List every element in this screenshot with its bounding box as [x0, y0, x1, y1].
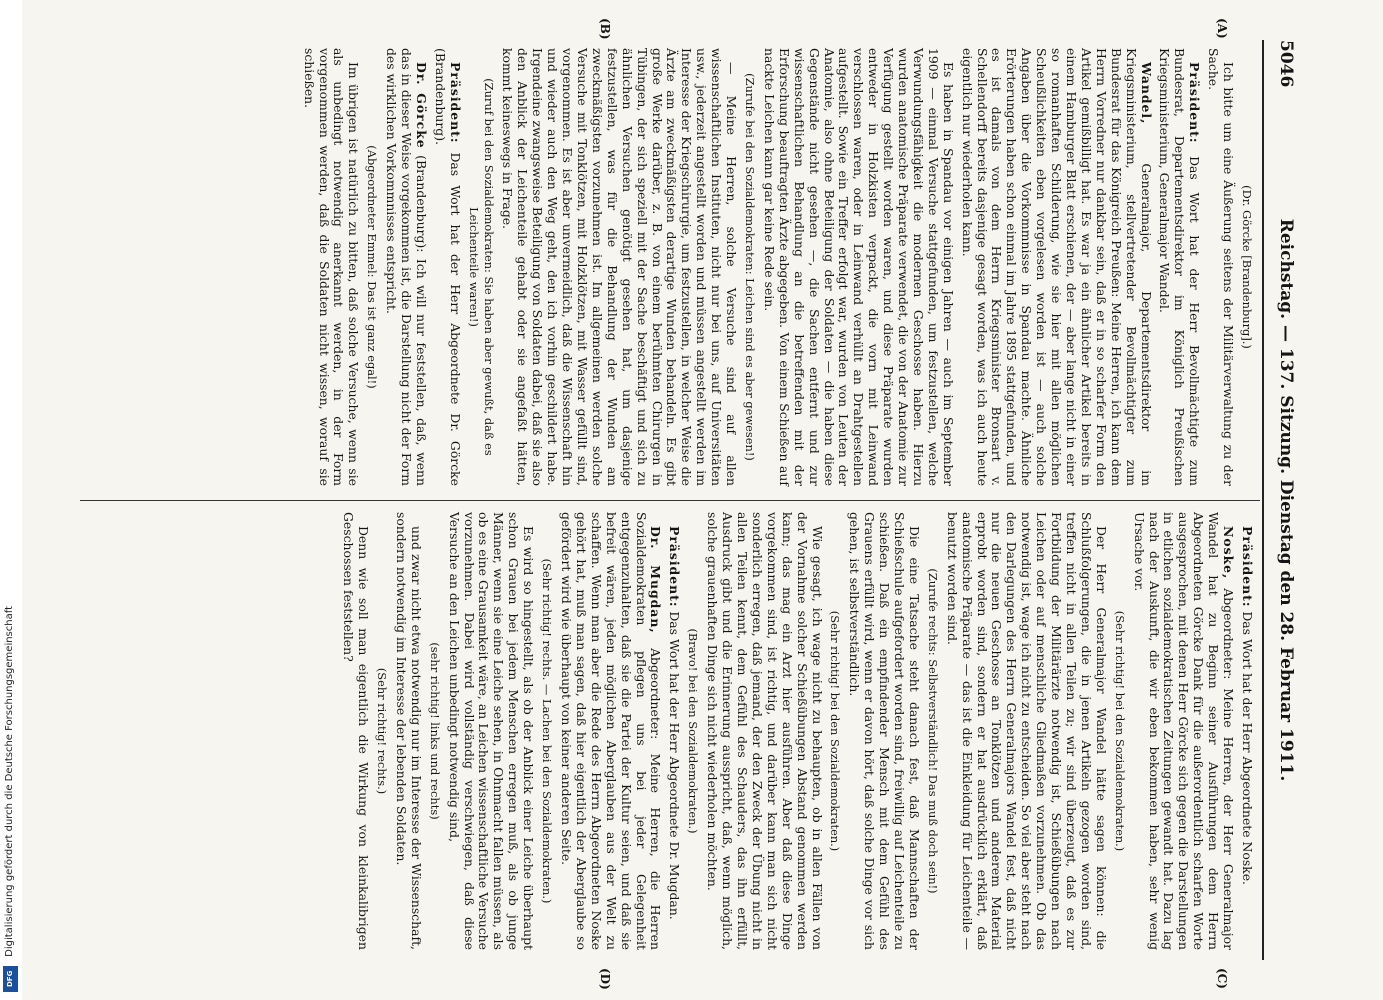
column-divider: [80, 500, 1260, 501]
header-divider: [1262, 40, 1264, 960]
interjection: (Dr. Görcke [Brandenburg].): [1240, 185, 1254, 349]
interjection: (Sehr richtig! bei den Sozialdemokraten.): [1112, 610, 1127, 852]
dfg-logo: DFG: [3, 966, 18, 992]
body-paragraph: Denn wie soll man eigentlich die Wirkung von kleinkalibrigen Geschossen feststellen?: [341, 512, 372, 950]
margin-mark-c: (C): [1215, 968, 1229, 989]
body-paragraph: Die eine Tatsache steht danach fest, daß Mannschaften der Schießschule aufgefordert worden sind, freiwillig auf Leichenteile zu schießen. Daß ein empfindender Mensch mit dem Gefühl des Grauens erfüllt wird, wenn er davon hört, daß solche Dinge vor sich gehen, ist selbstverständlich.: [847, 512, 922, 950]
body-paragraph: Der Herr Generalmajor Wandel hätte sagen können: die Schlußfolgerungen, die in jenen Artikeln gezogen worden sind, treffen nicht in allen Teilen zu; wir sind überzeugt, daß es zur Fortbildung der Militärärzte notwendig ist, Schießübungen nach Leichen oder auf menschliche Gliedmaßen vorzunehmen. Ob das notwendig ist, wage ich nicht zu entscheiden. So viel aber steht nach den Darlegungen des Herrn Generalmajors Wandel fest, daß nicht nur die neuen Geschosse an Tonklötzen und anderem Material erprobt worden sind, sondern er hat ausdrücklich erklärt, daß anatomische Präparate — das ist die Einkleidung für Leichenteile — benutzt worden sind.: [944, 512, 1109, 950]
interjection: (Zuruf bei den Sozialdemokraten: Sie haben aber gewußt, daß es Leichenteile waren!): [466, 78, 496, 456]
interjection: (Abgeordneter Emmel: Das ist ganz egal!): [365, 145, 380, 389]
speaker-name: Noske,: [1221, 526, 1237, 580]
body-paragraph: und zwar nicht etwa notwendig nur im Interesse der Wissenschaft, sondern notwendig im Interesse der lebenden Soldaten.: [393, 512, 424, 950]
speech-text: Das Wort hat der Herr Bevollmächtigte zum Bundesrat, Departementsdirektor im Königlich Preußischen Kriegsministerium, Generalmajor Wandel.: [1157, 48, 1203, 486]
body-paragraph: Es wird so hingestellt, als ob der Anblick einer Leiche überhaupt schon Grauen bei jedem Menschen erregen muß, als ob junge Männer, wenn sie eine Leiche sehen, in Ohnmacht fallen müssen, als ob es eine Grausamkeit wäre, an Leichen wissenschaftliche Versuche vorzunehmen. Dabei wird vollständig verschwiegen, daß diese Versuche an den Leichen unbedingt notwendig sind,: [446, 512, 537, 950]
body-paragraph: Ich bitte um eine Äußerung seitens der Militärverwaltung zu der Sache.: [1206, 48, 1237, 486]
speaker-name: Präsident:: [667, 526, 683, 608]
interjection: (Bravo! bei den Sozialdemokraten.): [686, 628, 701, 834]
speech-paragraph: [1157, 48, 1202, 486]
speech-paragraph: [383, 48, 428, 486]
page-number: 5046: [1276, 40, 1296, 88]
speech-text: Das Wort hat der Herr Abgeordnete Noske.: [1240, 607, 1255, 885]
interjection: (Sehr richtig! rechts. — Lachen bei den Sozialdemokraten.): [540, 558, 555, 904]
left-column: [297, 48, 1254, 486]
speech-text: (Brandenburg): Ich will nur feststellen, daß, wenn das in dieser Weise vorgekommen ist, die Darstellung nicht der Form des wirklichen Vorkommnisses entspricht.: [384, 48, 429, 486]
credit-strip: [0, 0, 22, 1000]
speech-paragraph: [1131, 512, 1235, 950]
speech-paragraph: [432, 48, 462, 486]
page-header: [1266, 40, 1296, 960]
interjection: (sehr richtig! links und rechts): [427, 642, 442, 820]
body-paragraph: — Meine Herren, solche Versuche sind auf allen wissenschaftlichen Instituten, nicht nur bei uns, auf Universitäten usw., jederzeit angestellt worden und müssen angestellt werden im Interesse der Kriegschirurgie, um festzustellen, in welcher Weise die Ärzte am zweckmäßigsten derartige Wunden behandeln. Es gibt große Werke darüber, z. B. von einem berühmten Chirurgen in Tübingen, der sich speziell mit der Sache beschäftigt und sich zu ähnlichen Versuchen genötigt gesehen hat, um dasjenige festzustellen, was für die Behandlung der Wunden am zweckmäßigsten vorzunehmen ist. Im allgemeinen werden solche Versuche mit Tonklötzen, mit Holzklötzen, mit Wasser gefüllt sind, vorgenommen. Es ist aber unvermeidlich, daß die Wissenschaft hin und wieder auch den Weg geht, den ich vorhin geschildert habe. Irgendeine zwangsweise Beteiligung von Soldaten dabei, daß sie also den Anblick der Leichenteile gehabt oder sie angefaßt hätten, kommt keineswegs in Frage.: [500, 48, 740, 486]
body-paragraph: Wie gesagt, ich wage nicht zu behaupten, ob in allen Fällen von der Vornahme solcher Schießübungen Abstand genommen werden kann; das mag ein Arzt hier ausführen. Aber daß diese Dinge vorgekommen sind, ist richtig, und darüber kann man sich nicht sonderlich erregen, daß jemand, der den Zweck der Übung nicht in allen Teilen kennt, dem Gefühl des Schauders, das ihn erfüllt, Ausdruck gibt und die Erinnerung ausspricht, daß, wenn möglich, solche grauenhaften Dinge sich nicht wiederholen möchten.: [705, 512, 825, 950]
speaker-name: Dr. Mugdan,: [648, 526, 664, 634]
speaker-name: Präsident:: [1187, 62, 1203, 144]
right-column: [336, 512, 1254, 950]
speaker-name: Dr. Görcke: [413, 62, 429, 149]
rotated-scan-sheet: [62, 0, 1324, 1000]
credit-text: Digitalisierung gefördert durch die Deutsche Forschungsgemeinschaft: [4, 606, 15, 957]
speech-paragraph: [1239, 512, 1254, 950]
speech-text: Abgeordneter: Meine Herren, der Herr Generalmajor Wandel hat zu Beginn seiner Ausführungen dem Herrn Abgeordneten Görcke Dank für die außerordentlich scharfen Worte ausgesprochen, mit denen Herr Görcke sich gegen die Darstellungen in etlichen sozialdemokratischen Zeitungen gewandt hat. Dazu lag nach der Auskunft, die wir eben bekommen haben, sehr wenig Ursache vor.: [1131, 512, 1237, 950]
speech-paragraph: [558, 512, 662, 950]
margin-mark-b: (B): [598, 18, 612, 40]
speaker-name: Präsident:: [447, 62, 463, 144]
margin-mark-a: (A): [1215, 18, 1229, 39]
margin-mark-d: (D): [598, 968, 612, 990]
speech-text: Das Wort hat der Herr Abgeordnete Dr. Görcke (Brandenburg).: [432, 48, 463, 486]
body-paragraph: Es haben in Spandau vor einigen Jahren — auch im September 1909 — einmal Versuche stattgefunden, um festzustellen, welche Verwundungsfähigkeit die modernen Geschosse haben. Hierzu wurden anatomische Präparate verwendet, die von der Anatomie zur Verfügung gestellt worden waren, und diese Präparate wurden entweder in Holzkisten verpackt, die vorn mit Leinwand verschlossen waren, oder in Leinwand verhüllt an Drahtgestellen aufgestellt. Sowie ein Treffer erfolgt war, wurden von Leuten der Anatomie, also ohne Beteiligung der Soldaten — die haben diese Gegenstände nicht gesehen —, die Sachen entfernt und zur wissenschaftlichen Behandlung an die betreffenden mit der Erforschung beauftragten Ärzte abgegeben. Von einem Schießen auf nackte Leichen kann gar keine Rede sein.: [761, 48, 956, 486]
speaker-name: Präsident:: [1240, 526, 1255, 608]
speaker-name: Wandel,: [1138, 62, 1154, 125]
speech-text: Abgeordneter: Meine Herren, die Herren Sozialdemokraten pflegen uns bei jeder Gelegenheit entgegenzuhalten, daß sie die Partei der Kultur seien, und daß sie befreit wären, jeden möglichen Aberglauben aus der Welt zu schaffen. Wenn man aber die Rede des Herrn Abgeordneten Noske gehört hat, muß man sagen, daß hier eigentlich der Aberglaube so gefördert wird wie überhaupt von keiner anderen Seite.: [559, 512, 664, 950]
speech-text: Generalmajor, Departementsdirektor im Kriegsministerium, stellvertretender Bevollmächtigter zum Bundesrat für das Königreich Preußen: Meine Herren, ich kann dem Herrn Vorredner nur dankbar sein, daß er in so scharfer Form den Artikel gemißbilligt hat. Es war ja ein ähnlicher Artikel bereits in einem Hamburger Blatt erschienen, der — aber lange nicht in einer so romanhaften Schilderung, wie sie hier mit allen möglichen Scheußlichkeiten eben vorgelesen worden ist — auch solche Angaben über die Vorkommnisse in Spandau machte. Ähnliche Erörterungen haben schon einmal im Jahre 1895 stattgefunden, und es ist damals von dem Herrn Kriegsminister Bronsart v. Schellendorff bereits dasjenige gesagt worden, was ich auch heute eigentlich nur wiederholen kann.: [959, 48, 1154, 486]
speech-text: Das Wort hat der Herr Abgeordnete Dr. Mugdan.: [667, 607, 683, 920]
page-title: Reichstag. — 137. Sitzung. Dienstag den 28. Februar 1911.: [1276, 218, 1296, 782]
interjection: (Sehr richtig! bei den Sozialdemokraten.): [828, 610, 843, 852]
interjection: (Sehr richtig! rechts.): [375, 667, 390, 795]
interjection: (Zurufe bei den Sozialdemokraten: Leichen sind es aber gewesen!): [743, 73, 757, 461]
interjection: (Zurufe rechts: Selbstverständlich! Das muß doch sein!): [925, 568, 940, 894]
body-paragraph: Im übrigen ist natürlich zu bitten, daß solche Versuche, wenn sie als unbedingt notwendig anerkannt werden, in der Form vorgenommen werden, daß die Soldaten nicht wissen, worauf sie schießen.: [301, 48, 362, 486]
speech-paragraph: [959, 48, 1153, 486]
speech-paragraph: [666, 512, 681, 950]
